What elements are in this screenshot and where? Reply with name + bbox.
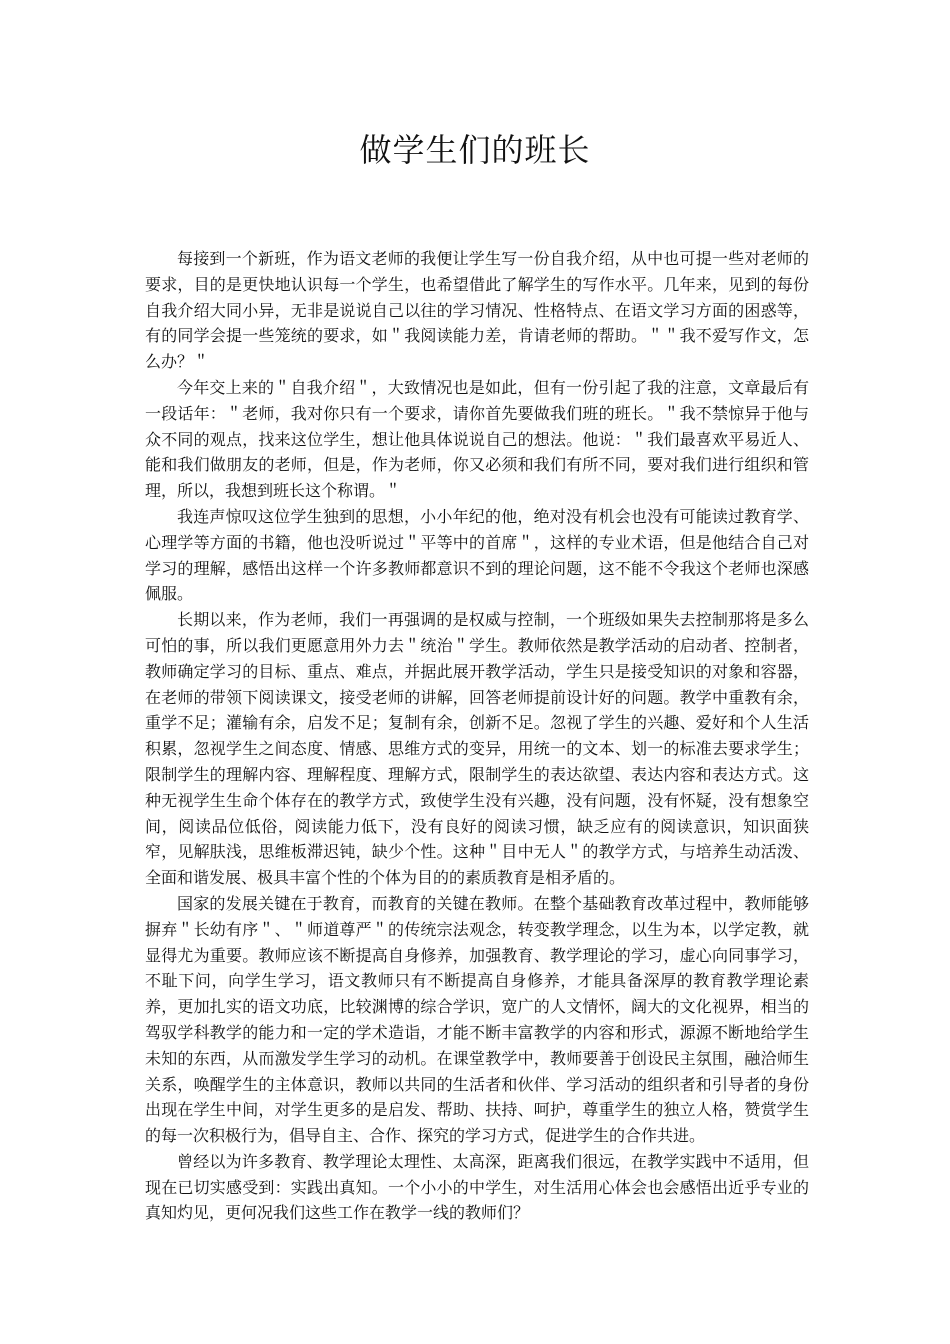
paragraph: 今年交上来的＂自我介绍＂，大致情况也是如此，但有一份引起了我的注意，文章最后有一段话年：＂老师，我对你只有一个要求，请你首先要做我们班的班长。＂我不禁惊异于他与众不同的观点，找来这位学生，想让他具体说说自己的想法。他说：＂我们最喜欢平易近人、能和我们做朋友的老师，但是，作为老师，你又必须和我们有所不同，要对我们进行组织和管理，所以，我想到班长这个称谓。＂ [145,377,809,501]
document-title: 做学生们的班长 [359,131,591,169]
paragraph: 长期以来，作为老师，我们一再强调的是权威与控制，一个班级如果失去控制那将是多么可怕的事，所以我们更愿意用外力去＂统治＂学生。教师依然是教学活动的启动者、控制者，教师确定学习的目标、重点、难点，并据此展开教学活动，学生只是接受知识的对象和容器，在老师的带领下阅读课文，接受老师的讲解，回答老师提前设计好的问题。教学中重教有余，重学不足；灌输有余，启发不足；复制有余，创新不足。忽视了学生的兴趣、爱好和个人生活积累，忽视学生之间态度、情感、思维方式的变异，用统一的文本、划一的标准去要求学生；限制学生的理解内容、理解程度、理解方式，限制学生的表达欲望、表达内容和表达方式。这种无视学生生命个体存在的教学方式，致使学生没有兴趣，没有问题，没有怀疑，没有想象空间，阅读品位低俗，阅读能力低下，没有良好的阅读习惯，缺乏应有的阅读意识，知识面狭窄，见解肤浅，思维板滞迟钝，缺少个性。这种＂目中无人＂的教学方式，与培养生动活泼、全面和谐发展、极具丰富个性的个体为目的的素质教育是相矛盾的。 [145,610,809,888]
paragraph: 曾经以为许多教育、教学理论太理性、太高深，距离我们很远，在教学实践中不适用，但现在已切实感受到：实践出真知。一个小小的中学生，对生活用心体会也会感悟出近乎专业的真知灼见，更何况我们这些工作在教学一线的教师们？ [145,1151,809,1223]
paragraph: 国家的发展关键在于教育，而教育的关键在教师。在整个基础教育改革过程中，教师能够摒弃＂长幼有序＂、＂师道尊严＂的传统宗法观念，转变教学理念，以生为本，以学定教，就显得尤为重要。教师应该不断提高自身修养，加强教育、教学理论的学习，虚心向同事学习，不耻下问，向学生学习，语文教师只有不断提高自身修养，才能具备深厚的教育教学理论素养，更加扎实的语文功底，比较渊博的综合学识，宽广的人文情怀，阔大的文化视界，相当的驾驭学科教学的能力和一定的学术造诣，才能不断丰富教学的内容和形式，源源不断地给学生未知的东西，从而激发学生学习的动机。在课堂教学中，教师要善于创设民主氛围，融洽师生关系，唤醒学生的主体意识，教师以共同的生活者和伙伴、学习活动的组织者和引导者的身份出现在学生中间，对学生更多的是启发、帮助、扶持、呵护，尊重学生的独立人格，赞赏学生的每一次积极行为，倡导自主、合作、探究的学习方式，促进学生的合作共进。 [145,893,809,1146]
document-body [145,246,809,1226]
paragraph: 每接到一个新班，作为语文老师的我便让学生写一份自我介绍，从中也可提一些对老师的要求，目的是更快地认识每一个学生，也希望借此了解学生的写作水平。几年来，见到的每份自我介绍大同小异，无非是说说自己以往的学习情况、性格特点、在语文学习方面的困惑等，有的同学会提一些笼统的要求，如＂我阅读能力差，肯请老师的帮助。＂＂我不爱写作文，怎么办？＂ [145,249,809,372]
paragraph: 我连声惊叹这位学生独到的思想，小小年纪的他，绝对没有机会也没有可能读过教育学、心理学等方面的书籍，他也没听说过＂平等中的首席＂，这样的专业术语，但是他结合自己对学习的理解，感悟出这样一个许多教师都意识不到的理论问题，这不能不令我这个老师也深感佩服。 [145,506,809,604]
